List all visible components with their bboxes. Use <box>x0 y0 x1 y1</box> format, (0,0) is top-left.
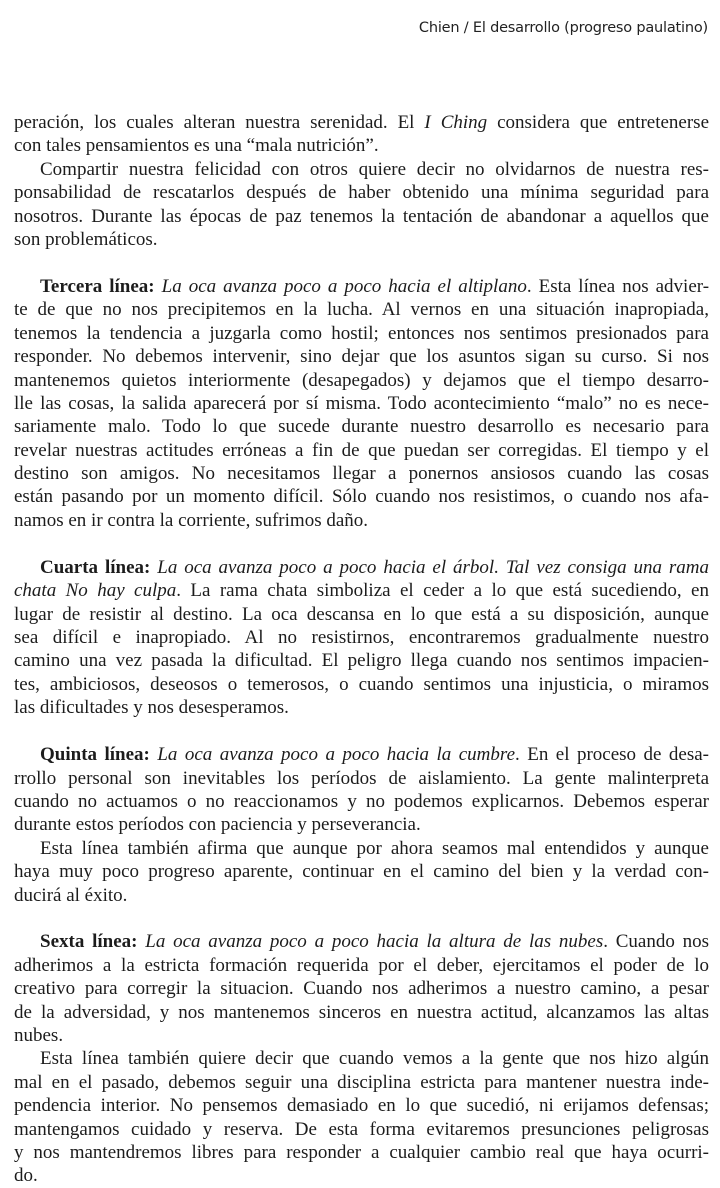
text-line: camino una vez pasada la dificultad. El peligro llega cuando nos sentimos impacien- <box>14 650 709 672</box>
text-line <box>14 579 709 602</box>
text-line: namos en ir contra la corriente, sufrimos daño. <box>14 509 369 531</box>
text-line: do. <box>14 1165 38 1187</box>
section-label: Tercera línea: <box>40 275 155 297</box>
text-line: te de que no nos precipitemos en la lucha. Al vernos en una situación inapropiada, <box>14 299 709 321</box>
text-line: creativo para corregir la situacion. Cuando nos adherimos a nuestro camino, a pesar <box>14 978 709 1000</box>
paragraph-gap <box>14 907 709 931</box>
section-quinta-linea <box>14 743 709 837</box>
text-line: revelar nuestras actitudes erróneas a fin de que puedan ser corregidas. El tiempo y el <box>14 439 709 461</box>
text-line <box>14 930 709 953</box>
text-line: cuando no actuamos o no reaccionamos y no podemos explicarnos. Debemos esperar <box>14 790 709 812</box>
text-line: con tales pensamientos es una “mala nutrición”. <box>14 135 379 157</box>
text-line: responder. No debemos intervenir, sino dejar que los asuntos sigan su curso. Si nos <box>14 346 709 368</box>
section-sexta-linea <box>14 930 709 1047</box>
text-line: son problemáticos. <box>14 228 158 250</box>
text-line <box>14 275 709 298</box>
paragraph-intro <box>14 111 709 158</box>
text-line: ducirá al éxito. <box>14 884 128 906</box>
text-line: Esta línea también quiere decir que cuando vemos a la gente que nos hizo algún <box>40 1048 709 1070</box>
text-line: mantenemos quietos interiormente (desapegados) y dejamos que el tiempo desarro- <box>14 369 709 391</box>
section-label: Sexta línea: <box>40 931 138 953</box>
text-line: lugar de resistir al destino. La oca descansa en lo que está a su disposición, aunque <box>14 603 709 625</box>
text-line: destino son amigos. No necesitamos llegar a ponernos ansiosos cuando las cosas <box>14 463 709 485</box>
text-run: . Cuando nos <box>603 931 709 953</box>
text-line: sariamente malo. Todo lo que sucede durante nuestro desarrollo es necesario para <box>14 416 709 438</box>
paragraph-sexta-extra <box>14 1047 709 1187</box>
text-line: sea difícil e inapropiado. Al no resistirnos, encontraremos gradualmente nuestro <box>14 627 709 648</box>
text-run: . La rama chata simboliza el ceder a lo que está sucediendo, en <box>176 580 709 602</box>
text-line: están pasando por un momento difícil. Sólo cuando nos resistimos, o cuando nos afa- <box>14 486 709 508</box>
section-label: Quinta línea: <box>40 744 150 766</box>
text-line: nosotros. Durante las épocas de paz tenemos la tentación de abandonar a aquellos que <box>14 205 709 227</box>
text-line: adherimos a la estricta formación requerida por el deber, ejercitamos el poder de lo <box>14 954 709 976</box>
text-line: las dificultades y nos desesperamos. <box>14 697 289 719</box>
text-line: de la adversidad, y nos mantenemos sinceros en nuestra actitud, alcanzamos las altas <box>14 1001 709 1023</box>
text-line: ponsabilidad de rescatarlos después de haber obtenido una mínima seguridad para <box>14 182 709 204</box>
text-line: lle las cosas, la salida aparecerá por sí misma. Todo acontecimiento “malo” no es nece- <box>14 392 709 414</box>
section-tercera-linea <box>14 275 709 532</box>
section-quote: La oca avanza poco a poco hacia el altiplano <box>161 275 527 297</box>
section-label: Cuarta línea: <box>40 556 151 578</box>
running-head: Chien / El desarrollo (progreso paulatino) <box>418 20 708 36</box>
text-run: . Esta línea nos advier- <box>526 275 709 297</box>
paragraph-gap <box>14 251 709 275</box>
text-line: tes, ambiciosos, deseosos o temerosos, o cuando sentimos una injusticia, o miramos <box>14 673 709 695</box>
text-line: haya muy poco progreso aparente, continuar en el camino del bien y la verdad con- <box>14 861 709 883</box>
text-line: Esta línea también afirma que aunque por ahora seamos mal entendidos y aunque <box>40 837 709 859</box>
text-run: considera que entretenerse <box>487 112 709 133</box>
book-title: I Ching <box>424 112 488 133</box>
text-run: peración, los cuales alteran nuestra serenidad. El <box>14 112 425 133</box>
text-line: durante estos períodos con paciencia y perseverancia. <box>14 814 421 836</box>
text-line: rrollo personal son inevitables los períodos de aislamiento. La gente malinterpreta <box>14 767 709 789</box>
text-run: . En el proceso de desa- <box>515 744 709 766</box>
section-quote: La oca avanza poco a poco hacia el árbol. Tal vez consiga una rama <box>157 556 709 578</box>
section-quote: La oca avanza poco a poco hacia la altura de las nubes <box>145 931 604 953</box>
text-line <box>14 743 709 766</box>
text-line: pendencia interior. No pensemos demasiado en lo que sucedió, ni erijamos defensas; <box>14 1095 709 1117</box>
section-quote: La oca avanza poco a poco hacia la cumbre <box>157 744 516 766</box>
page-body <box>14 111 709 1188</box>
section-cuarta-linea <box>14 556 709 720</box>
text-line <box>14 111 709 134</box>
paragraph-compartir <box>14 158 709 252</box>
section-quote: chata No hay culpa <box>14 580 177 602</box>
paragraph-gap <box>14 532 709 556</box>
text-line: mantengamos cuidado y reserva. De esta forma evitaremos presunciones peligrosas <box>14 1118 709 1140</box>
text-line: nubes. <box>14 1025 64 1047</box>
paragraph-quinta-extra <box>14 837 709 907</box>
text-line: tenemos la tendencia a juzgarla como hostil; entonces nos sentimos presionados para <box>14 322 709 344</box>
text-line: y nos mantendremos libres para responder a cualquier cambio real que haya ocurri- <box>14 1142 709 1163</box>
paragraph-gap <box>14 720 709 744</box>
text-line: Compartir nuestra felicidad con otros quiere decir no olvidarnos de nuestra res- <box>40 158 709 180</box>
text-line <box>14 556 709 579</box>
text-line: mal en el pasado, debemos seguir una disciplina estricta para mantener nuestra inde- <box>14 1071 709 1093</box>
